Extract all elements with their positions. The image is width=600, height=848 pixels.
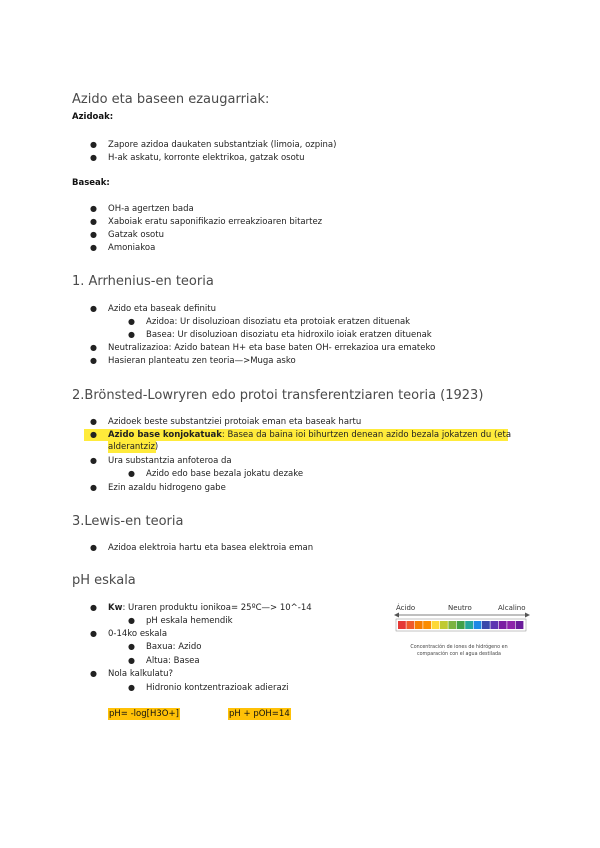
ph-color-cell xyxy=(516,621,524,629)
section-heading-lewis: 3.Lewis-en teoria xyxy=(72,514,184,529)
bullet-icon: ● xyxy=(90,140,97,149)
section-heading-arrhenius: 1. Arrhenius-en teoria xyxy=(72,274,214,289)
sub-list-item: ● Azido edo base bezala jokatu dezake xyxy=(128,469,304,479)
list-item: ● Kw: Uraren produktu ionikoa= 25ºC—> 10^-14 xyxy=(90,603,312,613)
section-heading-bronsted: 2.Brönsted-Lowryren edo protoi transferentziaren teoria (1923) xyxy=(72,388,484,403)
ph-label-alcalino: Alcalino xyxy=(498,604,526,612)
azidoak-label: Azidoak: xyxy=(72,112,114,122)
ph-color-cell xyxy=(490,621,498,629)
bullet-icon: ● xyxy=(90,430,97,439)
bullet-icon: ● xyxy=(128,656,135,665)
bullet-icon: ● xyxy=(128,616,135,625)
ph-label-neutro: Neutro xyxy=(448,604,472,612)
ph-color-cells xyxy=(396,619,526,631)
sub-list-item: ● Azidoa: Ur disoluzioan disoziatu eta protoiak eratzen dituenak xyxy=(128,317,411,327)
bullet-icon: ● xyxy=(90,543,97,552)
ph-color-cell xyxy=(499,621,507,629)
bullet-icon: ● xyxy=(90,417,97,426)
ph-scale-image xyxy=(386,600,532,664)
bullet-icon: ● xyxy=(90,243,97,252)
formula-ph-poh: pH + pOH=14 xyxy=(229,709,290,719)
ph-scale-graphic xyxy=(386,600,532,664)
bullet-icon: ● xyxy=(90,217,97,226)
ph-color-cell xyxy=(415,621,423,629)
list-item: ● Ura substantzia anfoteroa da xyxy=(90,456,232,466)
ph-color-cell xyxy=(457,621,465,629)
sub-list-item: ● pH eskala hemendik xyxy=(128,616,233,626)
section-heading-ph: pH eskala xyxy=(72,573,136,588)
ph-color-cell xyxy=(423,621,431,629)
list-item: ● Hasieran planteatu zen teoria—>Muga asko xyxy=(90,356,296,366)
list-item: ● Azidoek beste substantziei protoiak eman eta baseak hartu xyxy=(90,417,362,427)
bullet-icon: ● xyxy=(90,356,97,365)
ph-caption-line1: Concentración de iones de hidrógeno en xyxy=(410,645,508,650)
list-item: ● Neutralizazioa: Azido batean H+ eta base baten OH- errekazioa ura emateko xyxy=(90,343,436,353)
ph-caption-line2: comparación con el agua destilada xyxy=(416,652,502,657)
bullet-icon: ● xyxy=(90,603,97,612)
ph-color-cell xyxy=(406,621,414,629)
bullet-icon: ● xyxy=(128,683,135,692)
arrow-right-icon xyxy=(525,613,530,618)
bullet-icon: ● xyxy=(90,629,97,638)
sub-list-item: ● Basea: Ur disoluzioan disoziatu eta hidroxilo ioiak eratzen dituenak xyxy=(128,330,432,340)
list-item: ● Zapore azidoa daukaten substantziak (limoia, ozpina) xyxy=(90,140,337,150)
bullet-icon: ● xyxy=(90,153,97,162)
bullet-icon: ● xyxy=(128,317,135,326)
list-item: ● Azido eta baseak definitu xyxy=(90,304,216,314)
baseak-label: Baseak: xyxy=(72,178,110,188)
bullet-icon: ● xyxy=(90,456,97,465)
list-item: ● OH-a agertzen bada xyxy=(90,204,194,214)
sub-list-item: ● Hidronio kontzentrazioak adierazi xyxy=(128,683,289,693)
list-item: ● H-ak askatu, korronte elektrikoa, gatzak osotu xyxy=(90,153,305,163)
sub-list-item: ● Altua: Basea xyxy=(128,656,200,666)
list-item: ● Ezin azaldu hidrogeno gabe xyxy=(90,483,226,493)
list-item: ● Nola kalkulatu? xyxy=(90,669,174,679)
bullet-icon: ● xyxy=(90,204,97,213)
ph-color-cell xyxy=(465,621,473,629)
page-title: Azido eta baseen ezaugarriak: xyxy=(72,92,270,107)
ph-color-cell xyxy=(507,621,515,629)
list-item-continuation: alderantziz) xyxy=(108,442,159,452)
bullet-icon: ● xyxy=(128,469,135,478)
ph-color-cell xyxy=(482,621,490,629)
ph-label-acido: Ácido xyxy=(396,604,416,612)
bullet-icon: ● xyxy=(128,330,135,339)
ph-color-cell xyxy=(432,621,440,629)
bullet-icon: ● xyxy=(90,669,97,678)
ph-color-cell xyxy=(398,621,406,629)
list-item: ● 0-14ko eskala xyxy=(90,629,168,639)
sub-list-item: ● Baxua: Azido xyxy=(128,642,202,652)
bullet-icon: ● xyxy=(90,483,97,492)
bullet-icon: ● xyxy=(90,304,97,313)
list-item-highlighted: ● Azido base konjokatuak: Basea da baina ioi bihurtzen denean azido bezala jokatzen du (eta xyxy=(90,430,512,440)
list-item: ● Azidoa elektroia hartu eta basea elektroia eman xyxy=(90,543,314,553)
arrow-left-icon xyxy=(394,613,399,618)
ph-color-cell xyxy=(474,621,482,629)
list-item: ● Gatzak osotu xyxy=(90,230,164,240)
list-item: ● Amoniakoa xyxy=(90,243,156,253)
ph-color-cell xyxy=(448,621,456,629)
formula-ph: pH= -log[H3O+] xyxy=(109,709,179,719)
bullet-icon: ● xyxy=(90,230,97,239)
list-item: ● Xaboiak eratu saponifikazio erreakzioaren bitartez xyxy=(90,217,323,227)
ph-color-cell xyxy=(440,621,448,629)
bullet-icon: ● xyxy=(128,642,135,651)
bullet-icon: ● xyxy=(90,343,97,352)
